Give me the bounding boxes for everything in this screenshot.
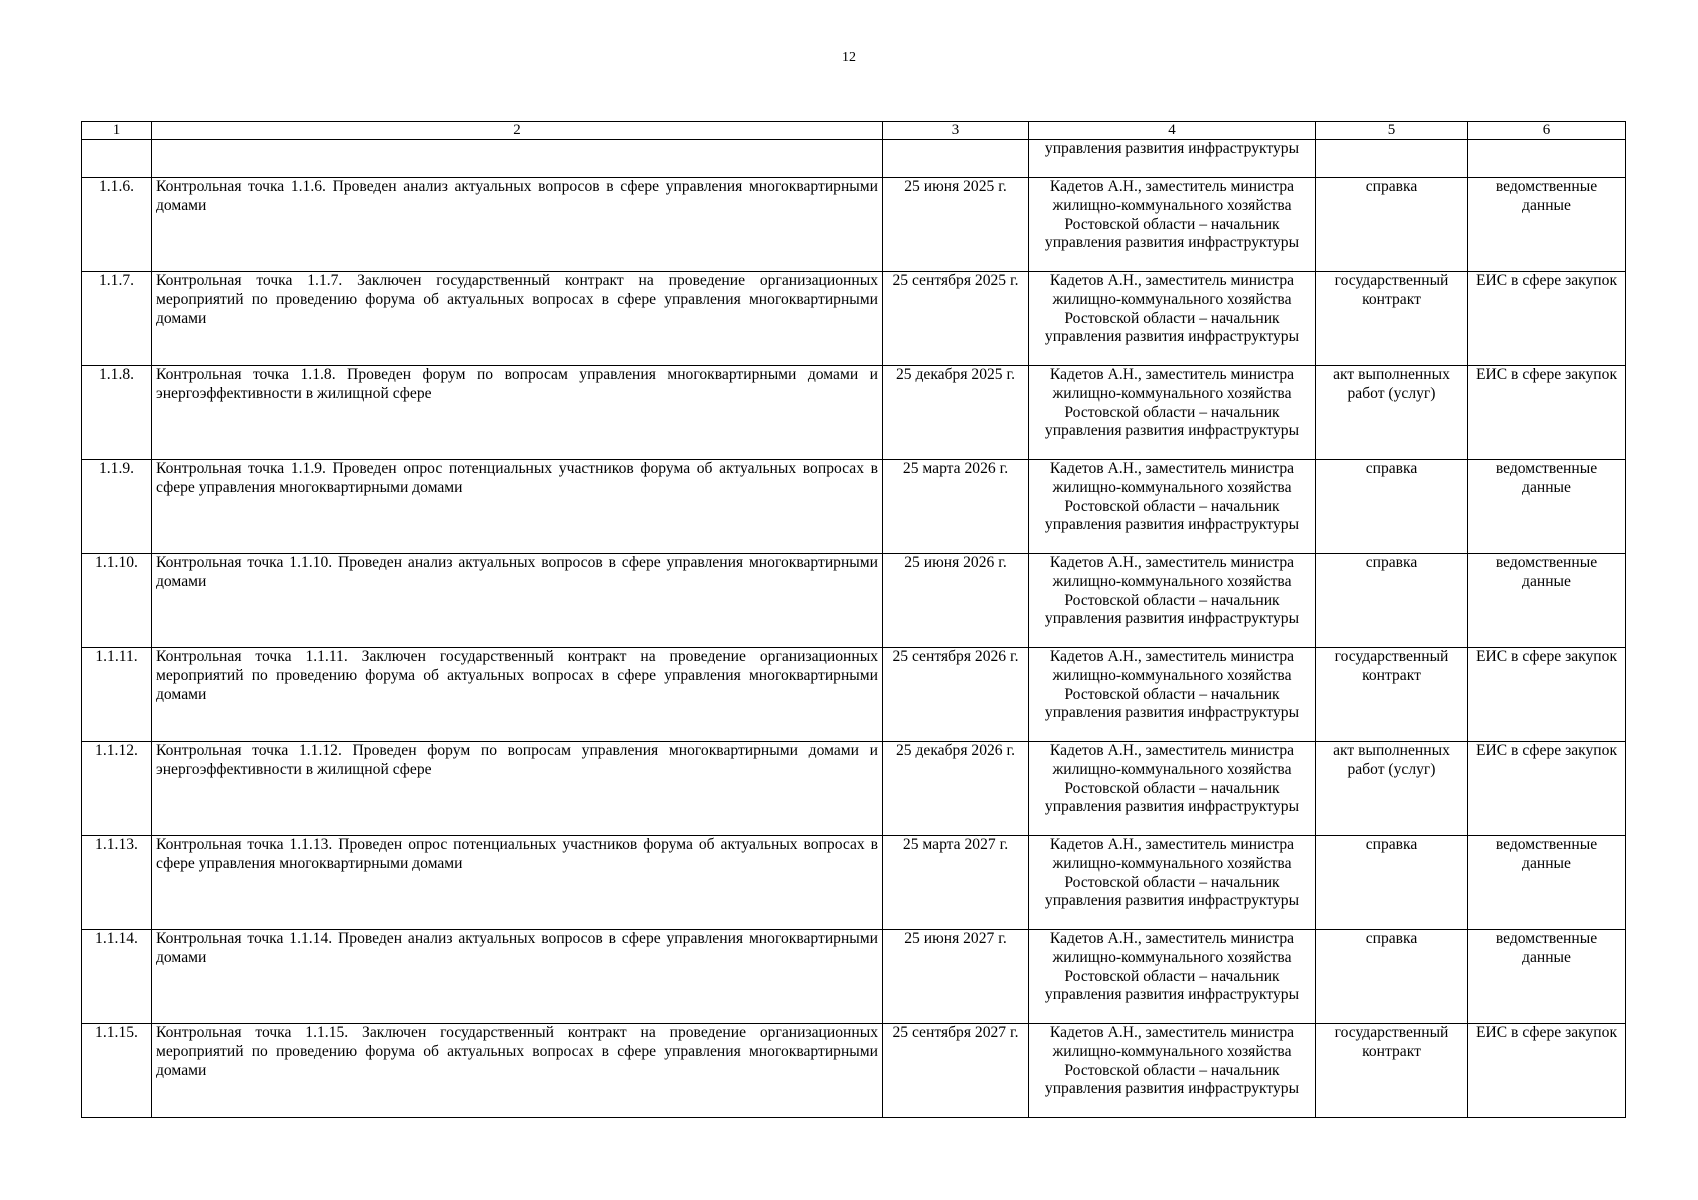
control-points-table bbox=[81, 121, 1626, 1118]
column-number-3: 3 bbox=[883, 122, 1029, 140]
table-row bbox=[82, 836, 1626, 930]
cell-responsible: Кадетов А.Н., заместитель министра жилищно-коммунального хозяйства Ростовской области – начальник управления развития инфраструктуры bbox=[1029, 648, 1316, 742]
cell-number: 1.1.13. bbox=[82, 836, 152, 930]
column-number-1: 1 bbox=[82, 122, 152, 140]
cell-source: ведомственные данные bbox=[1468, 836, 1626, 930]
table-row bbox=[82, 930, 1626, 1024]
cell-number: 1.1.15. bbox=[82, 1024, 152, 1118]
table-row bbox=[82, 178, 1626, 272]
cell-source: ведомственные данные bbox=[1468, 460, 1626, 554]
column-number-2: 2 bbox=[152, 122, 883, 140]
cell-document: справка bbox=[1316, 930, 1468, 1024]
cell-document: справка bbox=[1316, 836, 1468, 930]
cell-source: ЕИС в сфере закупок bbox=[1468, 648, 1626, 742]
table-row bbox=[82, 1024, 1626, 1118]
cell-date bbox=[883, 140, 1029, 178]
cell-description: Контрольная точка 1.1.11. Заключен государственный контракт на проведение организационных мероприятий по проведению форума об актуальных вопросах в сфере управления многоквартирными домами bbox=[152, 648, 883, 742]
cell-number: 1.1.12. bbox=[82, 742, 152, 836]
cell-number bbox=[82, 140, 152, 178]
cell-description bbox=[152, 140, 883, 178]
cell-description: Контрольная точка 1.1.6. Проведен анализ актуальных вопросов в сфере управления многоквартирными домами bbox=[152, 178, 883, 272]
column-number-6: 6 bbox=[1468, 122, 1626, 140]
cell-responsible: Кадетов А.Н., заместитель министра жилищно-коммунального хозяйства Ростовской области – начальник управления развития инфраструктуры bbox=[1029, 272, 1316, 366]
cell-description: Контрольная точка 1.1.9. Проведен опрос потенциальных участников форума об актуальных вопросах в сфере управления многоквартирными домами bbox=[152, 460, 883, 554]
cell-document: государственный контракт bbox=[1316, 648, 1468, 742]
table-row bbox=[82, 648, 1626, 742]
cell-document: справка bbox=[1316, 460, 1468, 554]
table-row bbox=[82, 742, 1626, 836]
cell-source: ЕИС в сфере закупок bbox=[1468, 366, 1626, 460]
cell-date: 25 декабря 2025 г. bbox=[883, 366, 1029, 460]
cell-responsible: Кадетов А.Н., заместитель министра жилищно-коммунального хозяйства Ростовской области – начальник управления развития инфраструктуры bbox=[1029, 460, 1316, 554]
cell-date: 25 июня 2027 г. bbox=[883, 930, 1029, 1024]
column-number-header-row bbox=[82, 122, 1626, 140]
table-row bbox=[82, 460, 1626, 554]
cell-description: Контрольная точка 1.1.12. Проведен форум по вопросам управления многоквартирными домами и энергоэффективности в жилищной сфере bbox=[152, 742, 883, 836]
cell-date: 25 сентября 2025 г. bbox=[883, 272, 1029, 366]
cell-source: ЕИС в сфере закупок bbox=[1468, 742, 1626, 836]
cell-date: 25 марта 2026 г. bbox=[883, 460, 1029, 554]
cell-description: Контрольная точка 1.1.7. Заключен государственный контракт на проведение организационных мероприятий по проведению форума об актуальных вопросах в сфере управления многоквартирными домами bbox=[152, 272, 883, 366]
cell-responsible: Кадетов А.Н., заместитель министра жилищно-коммунального хозяйства Ростовской области – начальник управления развития инфраструктуры bbox=[1029, 554, 1316, 648]
column-number-5: 5 bbox=[1316, 122, 1468, 140]
cell-description: Контрольная точка 1.1.10. Проведен анализ актуальных вопросов в сфере управления многоквартирными домами bbox=[152, 554, 883, 648]
cell-date: 25 сентября 2026 г. bbox=[883, 648, 1029, 742]
cell-responsible: Кадетов А.Н., заместитель министра жилищно-коммунального хозяйства Ростовской области – начальник управления развития инфраструктуры bbox=[1029, 1024, 1316, 1118]
table-row bbox=[82, 554, 1626, 648]
cell-source: ведомственные данные bbox=[1468, 554, 1626, 648]
cell-document bbox=[1316, 140, 1468, 178]
cell-source: ведомственные данные bbox=[1468, 178, 1626, 272]
cell-number: 1.1.6. bbox=[82, 178, 152, 272]
cell-source: ЕИС в сфере закупок bbox=[1468, 272, 1626, 366]
cell-responsible: Кадетов А.Н., заместитель министра жилищно-коммунального хозяйства Ростовской области – начальник управления развития инфраструктуры bbox=[1029, 930, 1316, 1024]
cell-number: 1.1.8. bbox=[82, 366, 152, 460]
cell-source bbox=[1468, 140, 1626, 178]
control-points-rows bbox=[82, 178, 1626, 1118]
cell-number: 1.1.9. bbox=[82, 460, 152, 554]
cell-date: 25 июня 2026 г. bbox=[883, 554, 1029, 648]
cell-number: 1.1.14. bbox=[82, 930, 152, 1024]
cell-document: справка bbox=[1316, 554, 1468, 648]
cell-number: 1.1.11. bbox=[82, 648, 152, 742]
cell-description: Контрольная точка 1.1.14. Проведен анализ актуальных вопросов в сфере управления многоквартирными домами bbox=[152, 930, 883, 1024]
continuation-row bbox=[82, 140, 1626, 178]
table-row bbox=[82, 366, 1626, 460]
cell-responsible: Кадетов А.Н., заместитель министра жилищно-коммунального хозяйства Ростовской области – начальник управления развития инфраструктуры bbox=[1029, 742, 1316, 836]
cell-responsible: Кадетов А.Н., заместитель министра жилищно-коммунального хозяйства Ростовской области – начальник управления развития инфраструктуры bbox=[1029, 836, 1316, 930]
cell-date: 25 июня 2025 г. bbox=[883, 178, 1029, 272]
cell-document: акт выполненных работ (услуг) bbox=[1316, 366, 1468, 460]
cell-document: справка bbox=[1316, 178, 1468, 272]
cell-description: Контрольная точка 1.1.8. Проведен форум по вопросам управления многоквартирными домами и энергоэффективности в жилищной сфере bbox=[152, 366, 883, 460]
cell-date: 25 декабря 2026 г. bbox=[883, 742, 1029, 836]
cell-responsible: Кадетов А.Н., заместитель министра жилищно-коммунального хозяйства Ростовской области – начальник управления развития инфраструктуры bbox=[1029, 178, 1316, 272]
cell-description: Контрольная точка 1.1.13. Проведен опрос потенциальных участников форума об актуальных вопросах в сфере управления многоквартирными домами bbox=[152, 836, 883, 930]
cell-document: государственный контракт bbox=[1316, 272, 1468, 366]
cell-source: ведомственные данные bbox=[1468, 930, 1626, 1024]
cell-date: 25 сентября 2027 г. bbox=[883, 1024, 1029, 1118]
page-number: 12 bbox=[842, 50, 856, 65]
cell-document: государственный контракт bbox=[1316, 1024, 1468, 1118]
table-row bbox=[82, 272, 1626, 366]
cell-responsible: управления развития инфраструктуры bbox=[1029, 140, 1316, 178]
cell-number: 1.1.10. bbox=[82, 554, 152, 648]
cell-source: ЕИС в сфере закупок bbox=[1468, 1024, 1626, 1118]
cell-document: акт выполненных работ (услуг) bbox=[1316, 742, 1468, 836]
cell-date: 25 марта 2027 г. bbox=[883, 836, 1029, 930]
cell-description: Контрольная точка 1.1.15. Заключен государственный контракт на проведение организационных мероприятий по проведению форума об актуальных вопросах в сфере управления многоквартирными домами bbox=[152, 1024, 883, 1118]
cell-responsible: Кадетов А.Н., заместитель министра жилищно-коммунального хозяйства Ростовской области – начальник управления развития инфраструктуры bbox=[1029, 366, 1316, 460]
cell-number: 1.1.7. bbox=[82, 272, 152, 366]
column-number-4: 4 bbox=[1029, 122, 1316, 140]
